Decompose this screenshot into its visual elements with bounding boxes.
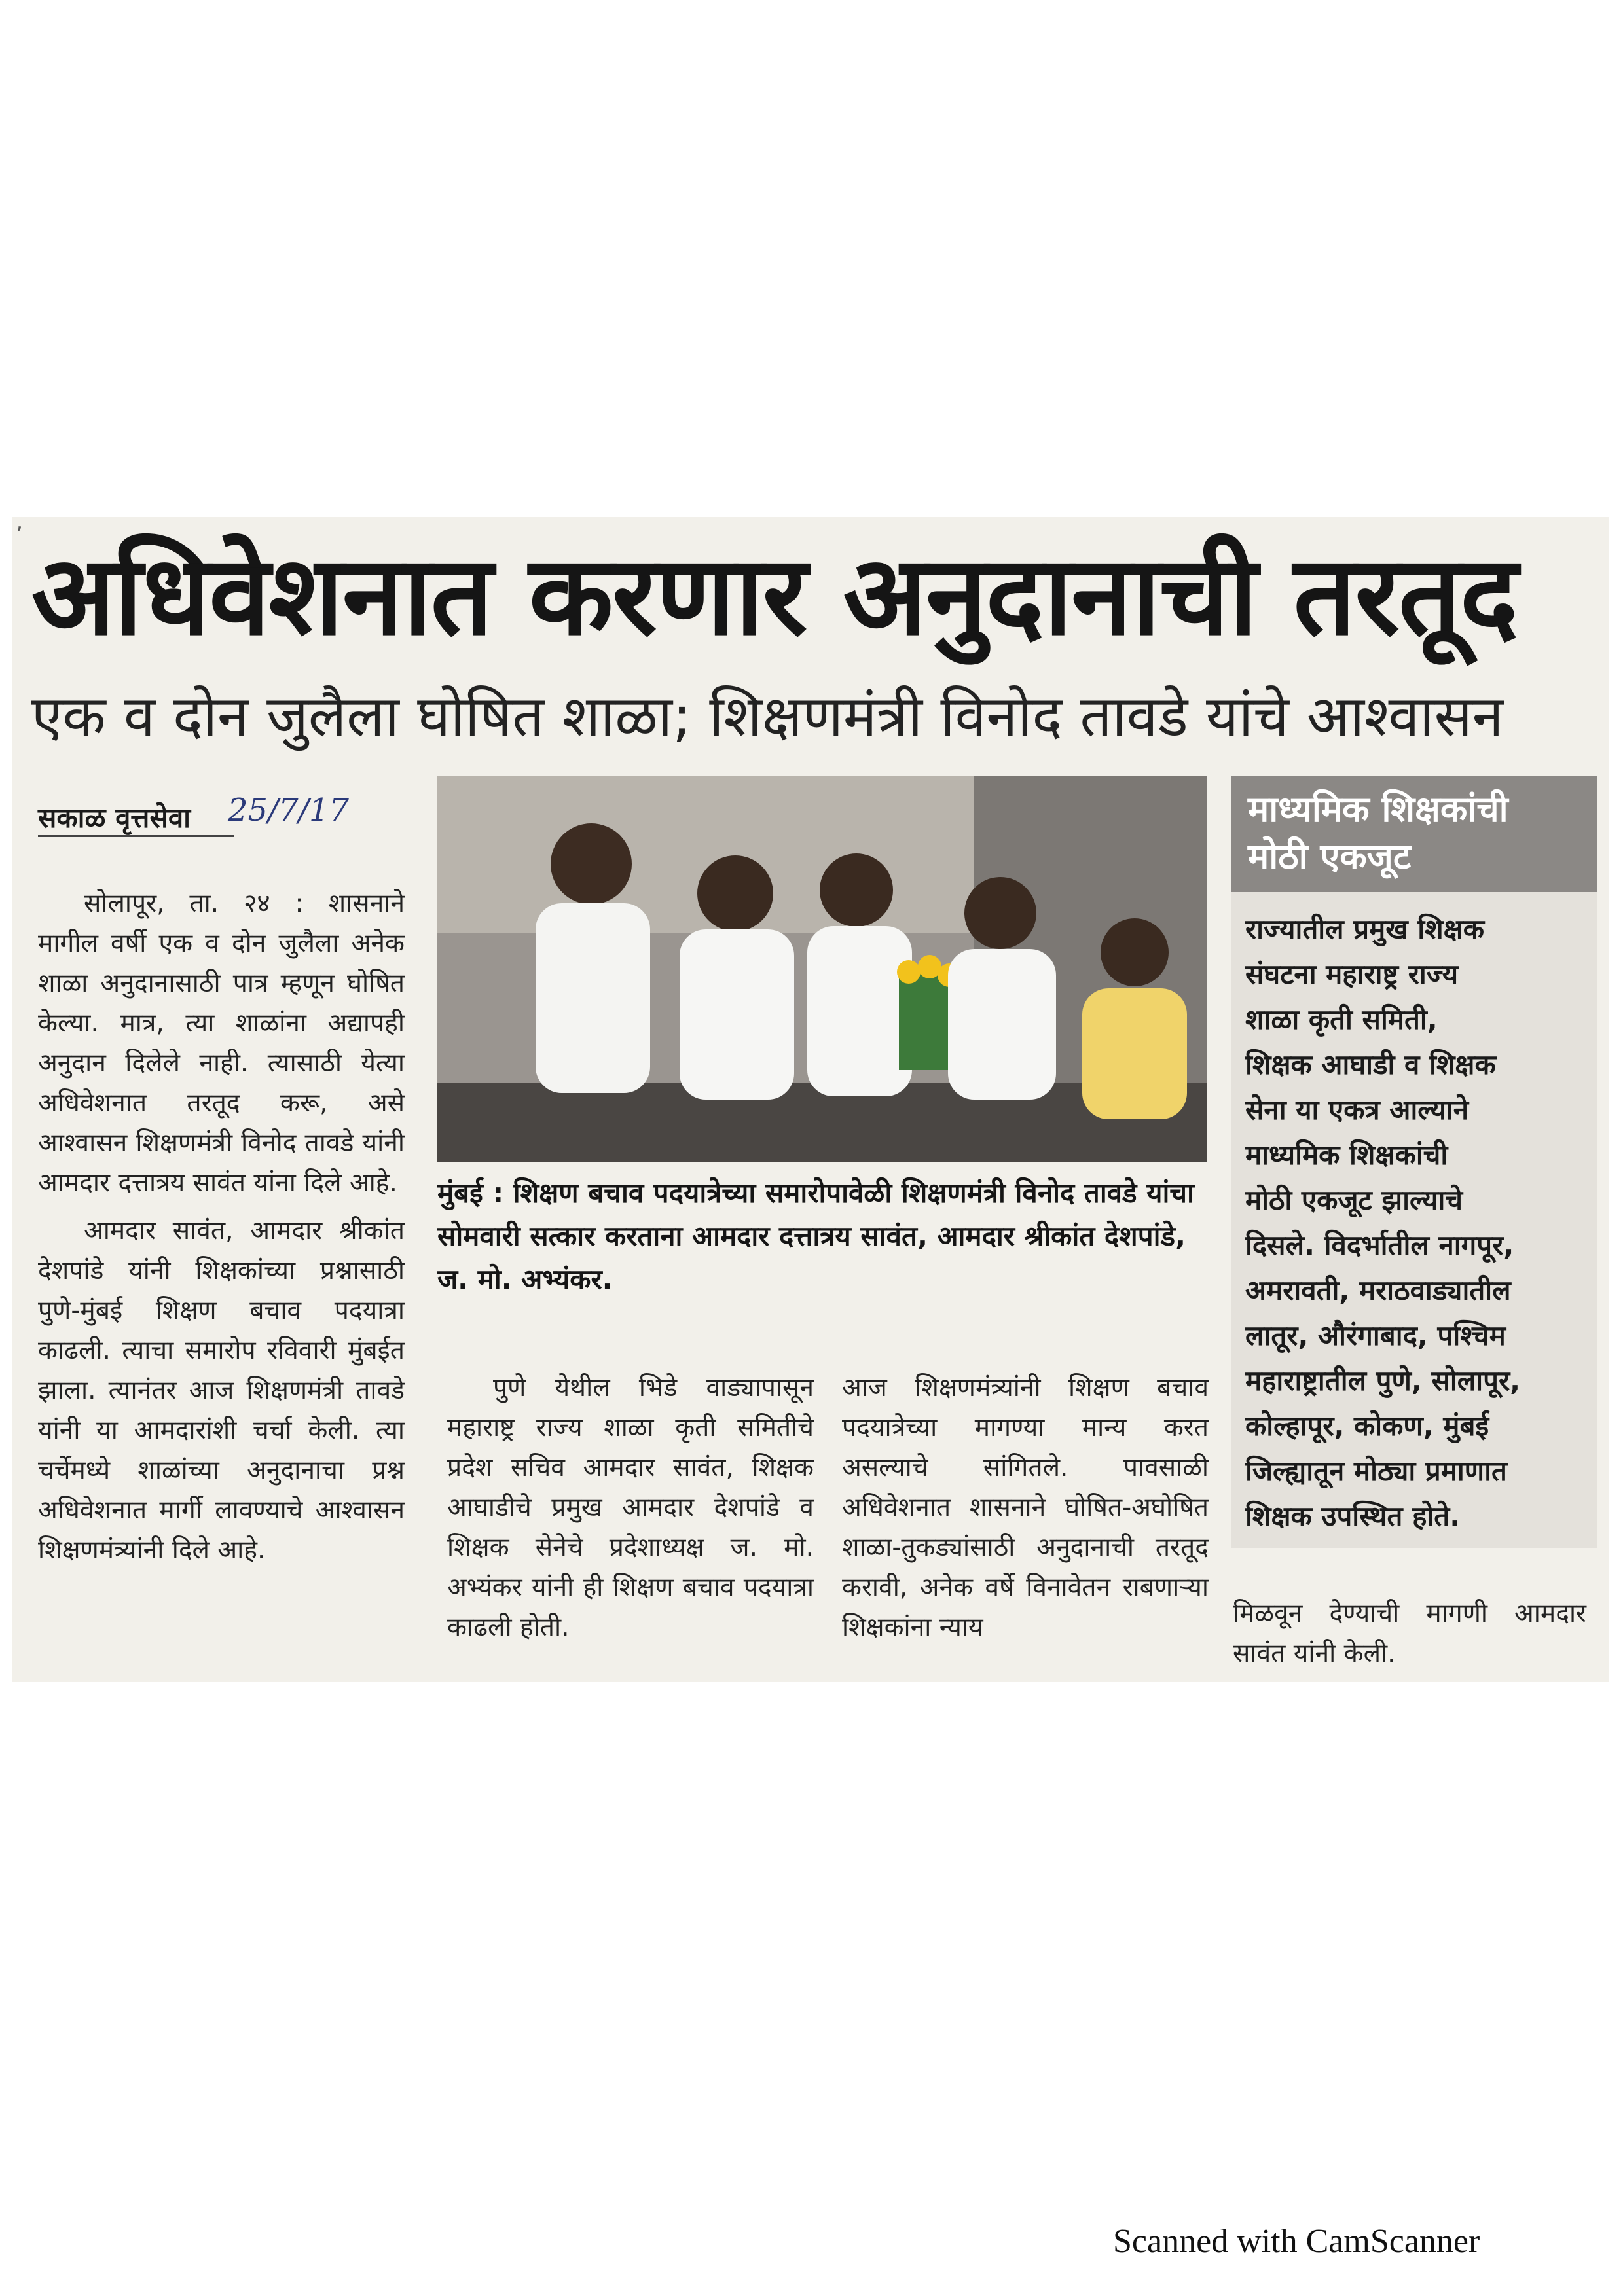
paragraph: आमदार सावंत, आमदार श्रीकांत देशपांडे यांनी शिक्षकांच्या प्रश्नासाठी पुणे-मुंबई शिक्षण बचाव पदयात्रा काढली. त्याचा समारोप रविवारी मुंबईत झाला. त्यानंतर आज शिक्षणमंत्री तावडे यांनी या आमदारांशी चर्चा केली. त्या चर्चेमध्ये शाळांच्या अनुदानाचा प्रश्न अधिवेशनात मार्गी लावण्याचे आश्वासन शिक्षणमंत्र्यांनी दिले आहे. <box>38 1216 405 1565</box>
sidebar-line: महाराष्ट्रातील पुणे, सोलापूर, <box>1245 1365 1521 1397</box>
newspaper-clipping <box>12 517 1609 1682</box>
sidebar-line: जिल्ह्यातून मोठ्या प्रमाणात <box>1245 1455 1507 1487</box>
sidebar-body <box>1231 892 1597 1539</box>
article-column-1 <box>38 884 405 1570</box>
sidebar-line: दिसले. विदर्भातील नागपूर, <box>1245 1229 1514 1261</box>
photo-of-felicitation-icon <box>437 776 1207 1162</box>
article-column-3 <box>842 1368 1209 1647</box>
paragraph: सोलापूर, ता. २४ : शासनाने मागील वर्षी एक व दोन जुलैला अनेक शाळा अनुदानासाठी पात्र म्हणून घोषित केल्या. मात्र, त्या शाळांना अद्यापही अनुदान दिलेले नाही. त्यासाठी येत्या अधिवेशनात तरतूद करू, असे आश्वासन शिक्षणमंत्री विनोद तावडे यांनी आमदार दत्तात्रय सावंत यांना दिले आहे. <box>38 889 405 1198</box>
sidebar-line: संघटना महाराष्ट्र राज्य <box>1245 958 1459 990</box>
sidebar-line: शाळा कृती समिती, <box>1245 1003 1438 1035</box>
paragraph: पुणे येथील भिडे वाड्यापासून महाराष्ट्र राज्य शाळा कृती समितीचे प्रदेश सचिव आमदार सावंत, शिक्षक आघाडीचे प्रमुख आमदार देशपांडे व शिक्षक सेनेचे प्रदेशाध्यक्ष ज. मो. अभ्यंकर यांनी ही शिक्षण बचाव पदयात्रा काढली होती. <box>447 1373 814 1642</box>
sidebar-line: कोल्हापूर, कोकण, मुंबई <box>1245 1410 1489 1442</box>
paragraph: आज शिक्षणमंत्र्यांनी शिक्षण बचाव पदयात्रेच्या मागण्या मान्य करत असल्याचे सांगितले. पावसाळी अधिवेशनात शासनाने घोषित-अघोषित शाळा-तुकड्यांसाठी अनुदानाची तरतूद करावी, अनेक वर्षे विनावेतन राबणाऱ्या शिक्षकांना न्याय <box>842 1373 1209 1642</box>
sidebar-line: अमरावती, मराठवाड्यातील <box>1245 1274 1511 1306</box>
scanner-watermark: Scanned with CamScanner <box>1113 2223 1480 2260</box>
sidebar-line: शिक्षक उपस्थित होते. <box>1245 1500 1461 1532</box>
subheadline: एक व दोन जुलैला घोषित शाळा; शिक्षणमंत्री विनोद तावडे यांचे आश्वासन <box>31 684 1504 749</box>
paragraph: मिळवून देण्याची मागणी आमदार सावंत यांनी केली. <box>1233 1599 1586 1668</box>
news-agency: सकाळ वृत्तसेवा <box>38 802 191 834</box>
sidebar-heading <box>1231 776 1597 892</box>
sidebar-heading-line: माध्यमिक शिक्षकांची <box>1248 789 1508 830</box>
sidebar-line: सेना या एकत्र आल्याने <box>1245 1094 1469 1126</box>
sidebar-box <box>1231 776 1597 1548</box>
photo-caption: मुंबई : शिक्षण बचाव पदयात्रेच्या समारोपावेळी शिक्षणमंत्री विनोद तावडे यांचा सोमवारी सत्कार करताना आमदार दत्तात्रय सावंत, आमदार श्रीकांत देशपांडे, ज. मो. अभ्यंकर. <box>437 1177 1194 1295</box>
sidebar-line: शिक्षक आघाडी व शिक्षक <box>1245 1049 1496 1081</box>
handwritten-date: 25/7/17 <box>228 792 350 829</box>
sidebar-heading-line: मोठी एकजूट <box>1248 836 1412 877</box>
headline: अधिवेशनात करणार अनुदानाची तरतूद <box>31 531 1517 660</box>
news-photo <box>437 776 1207 1162</box>
byline-underline <box>38 835 234 837</box>
article-column-4 <box>1233 1594 1586 1674</box>
sidebar-line: मोठी एकजूट झाल्याचे <box>1245 1184 1463 1216</box>
sidebar-line: राज्यातील प्रमुख शिक्षक <box>1245 913 1485 945</box>
sidebar-line: लातूर, औरंगाबाद, पश्चिम <box>1245 1319 1506 1352</box>
sidebar-line: माध्यमिक शिक्षकांची <box>1245 1139 1448 1171</box>
article-column-2 <box>447 1368 814 1647</box>
page-mark: ʼ <box>16 522 23 548</box>
byline <box>38 792 405 844</box>
